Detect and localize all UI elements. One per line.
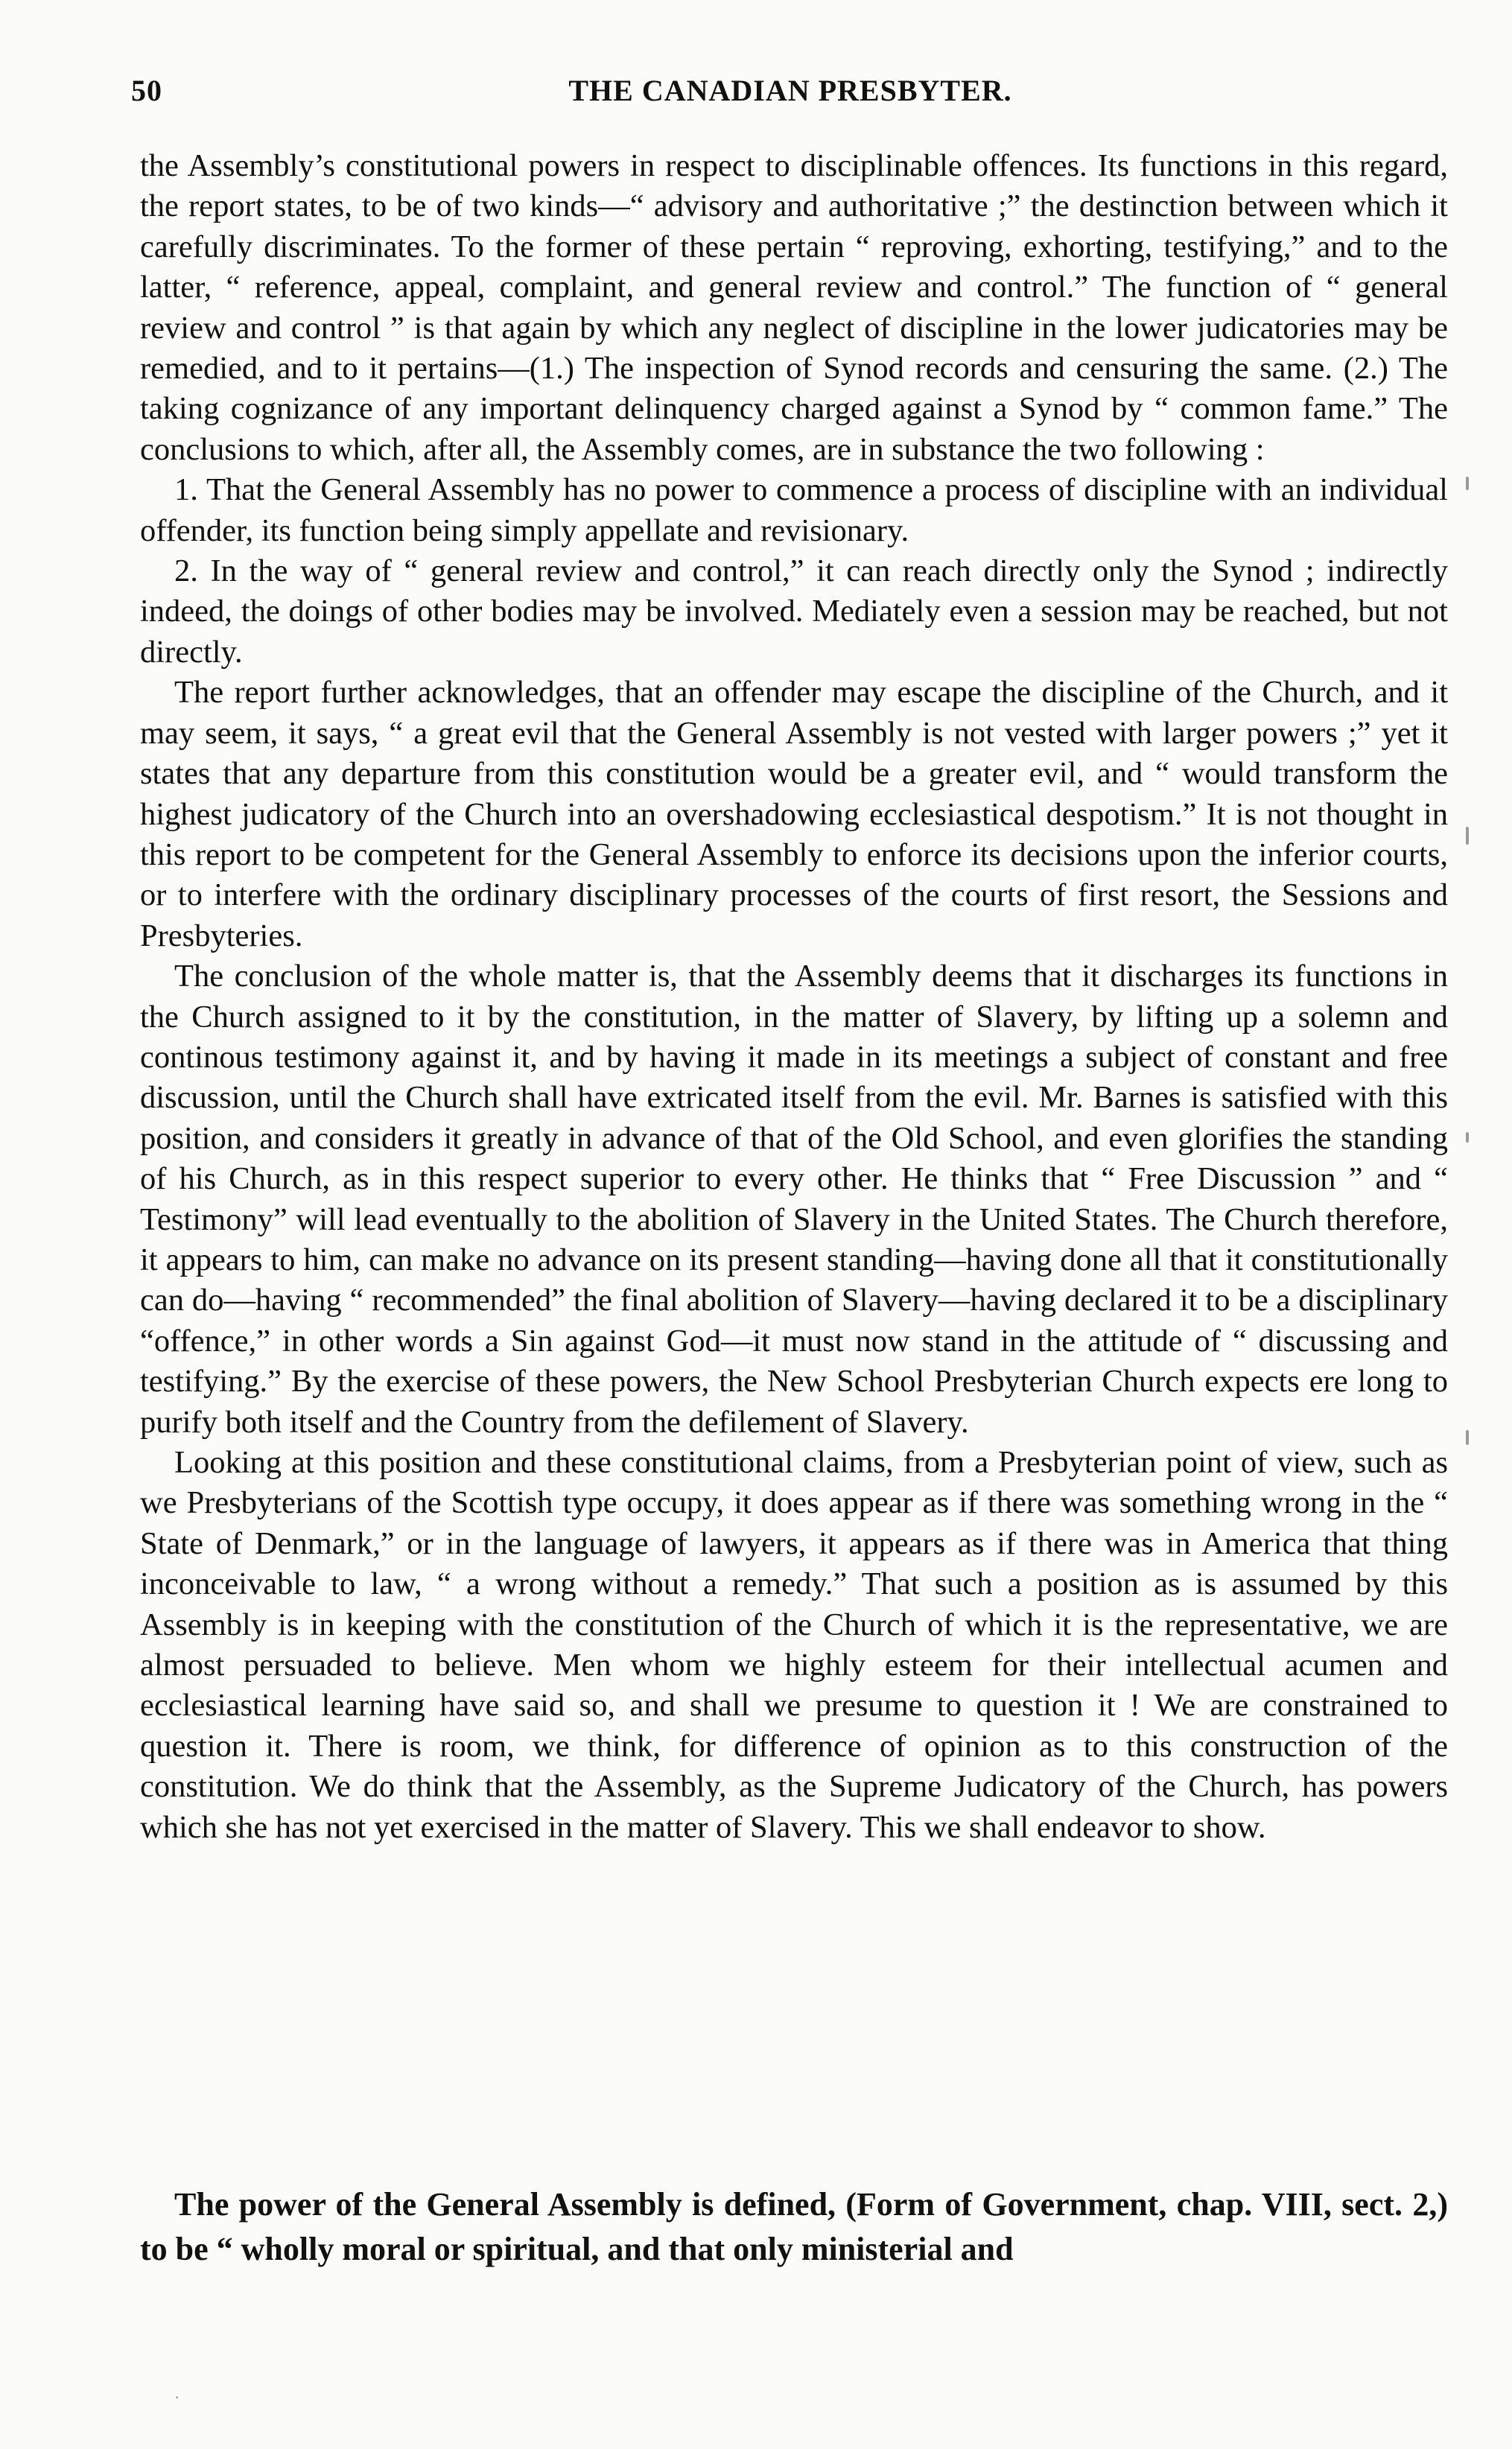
article-body <box>140 146 1448 1848</box>
print-speck: · <box>174 2388 180 2407</box>
paragraph-conclusion-two: 2. In the way of “ general review and control,” it can reach directly only the Synod ; indirectly indeed, the doings of other bodies may be involved. Mediately even a session may be reached, but not directly. <box>140 553 1448 670</box>
journal-title: THE CANADIAN PRESBYTER. <box>568 74 1012 107</box>
paragraph-continued: the Assembly’s constitutional powers in respect to disciplinable offences. Its functions in this regard, the report states, to be of two kinds—“ advisory and authoritative ;” the destinction between which it carefully discriminates. To the former of these pertain “ reproving, exhorting, testifying,” and to the latter, “ reference, appeal, complaint, and general review and control.” The function of “ general review and control ” is that again by which any neglect of discipline in the lower judicatories may be remedied, and to it pertains—(1.) The inspection of Synod records and censuring the same. (2.) The taking cognizance of any important delinquency charged against a Synod by “ common fame.” The conclusions to which, after all, the Assembly comes, are in substance the two following : <box>140 148 1448 467</box>
paragraph-presbyterian-view: Looking at this position and these constitutional claims, from a Presbyterian point of view, such as we Presbyterians of the Scottish type occupy, it does appear as if there was something wrong in the “ State of Denmark,” or in the language of lawyers, it appears as if there was in America that thing inconceivable to law, “ a wrong without a remedy.” That such a position as is assumed by this Assembly is in keeping with the constitution of the Church of which it is the representative, we are almost persuaded to believe. Men whom we highly esteem for their intellectual acumen and ecclesiastical learning have said so, and shall we presume to question it ! We are constrained to question it. There is room, we think, for difference of opinion as to this construction of the constitution. We do think that the Assembly, as the Supreme Judicatory of the Church, has powers which she has not yet exercised in the matter of Slavery. This we shall endeavor to show. <box>140 1445 1448 1845</box>
paragraph-whole-matter: The conclusion of the whole matter is, that the Assembly deems that it discharges its functions in the Church assigned to it by the constitution, in the matter of Slavery, by lifting up a solemn and continous testimony against it, and by having it made in its meetings a subject of constant and free discussion, until the Church shall have extricated itself from the evil. Mr. Barnes is satisfied with this position, and considers it greatly in advance of that of the Old School, and even glorifies the standing of his Church, as in this respect superior to every other. He thinks that “ Free Discussion ” and “ Testimony” will lead eventually to the abolition of Slavery in the United States. The Church therefore, it appears to him, can make no advance on its present standing—having done all that it constitutionally can do—having “ recommended” the final abolition of Slavery—having declared it to be a disciplinary “offence,” in other words a Sin against God—it must now stand in the attitude of “ discussing and testifying.” By the exercise of these powers, the New School Presbyterian Church expects ere long to purify both itself and the Country from the defilement of Slavery. <box>140 959 1448 1440</box>
paragraph-report-further: The report further acknowledges, that an offender may escape the discipline of the Church, and it may seem, it says, “ a great evil that the General Assembly is not vested with larger powers ;” yet it states that any departure from this constitution would be a greater evil, and “ would transform the highest judicatory of the Church into an overshadowing ecclesiastical despotism.” It is not thought in this report to be competent for the General Assembly to enforce its decisions upon the inferior courts, or to interfere with the ordinary disciplinary processes of the courts of first resort, the Sessions and Presbyteries. <box>140 675 1448 953</box>
margin-mark <box>1466 1132 1469 1143</box>
margin-mark <box>1466 827 1469 845</box>
page-number: 50 <box>131 74 162 107</box>
running-head <box>131 73 1449 118</box>
paragraph-conclusion-one: 1. That the General Assembly has no power to commence a process of discipline with an individual offender, its function being simply appellate and revisionary. <box>140 472 1448 548</box>
margin-mark <box>1466 477 1469 490</box>
paragraph-power-defined: The power of the General Assembly is defined, (Form of Government, chap. VIII, sect. 2,) to be “ wholly moral or spiritual, and that only ministerial and <box>140 2186 1448 2267</box>
margin-mark <box>1466 1430 1469 1445</box>
